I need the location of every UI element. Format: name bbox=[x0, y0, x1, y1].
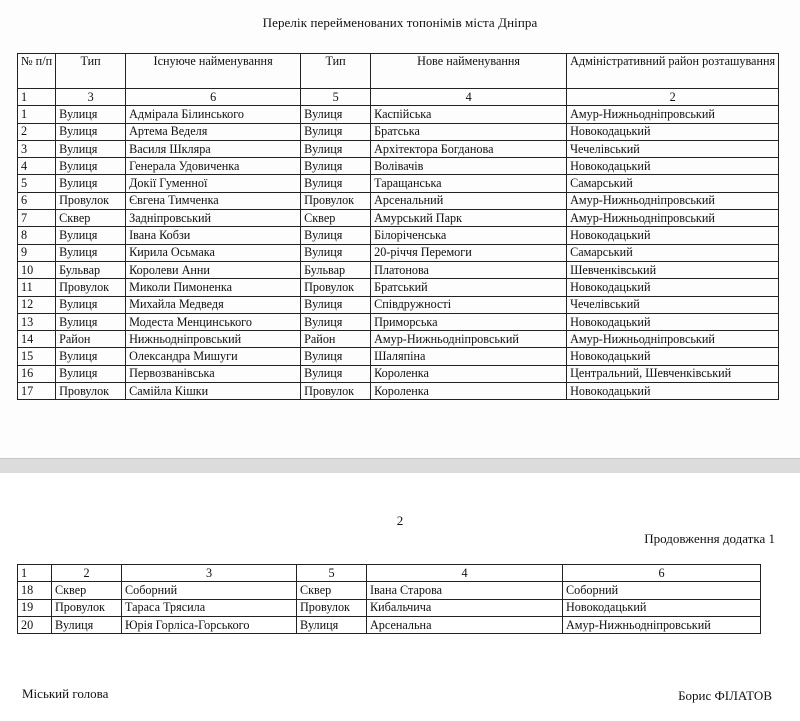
column-index: 1 bbox=[18, 565, 52, 582]
continuation-label: Продовження додатка 1 bbox=[644, 531, 775, 546]
table-row bbox=[18, 582, 761, 599]
district-cell: Шевченківський bbox=[567, 261, 779, 278]
district-cell: Соборний bbox=[563, 582, 761, 599]
table-row bbox=[18, 348, 779, 365]
new-name-cell: Арсенальний bbox=[371, 192, 567, 209]
new-type-cell: Вулиця bbox=[301, 123, 371, 140]
column-index: 4 bbox=[371, 89, 567, 106]
new-name-cell: Білоріченська bbox=[371, 227, 567, 244]
new-name-cell: Короленка bbox=[371, 383, 567, 400]
old-type-cell: Провулок bbox=[52, 599, 122, 616]
old-type-cell: Вулиця bbox=[56, 313, 126, 330]
header-type-old: Тип bbox=[56, 54, 126, 89]
old-type-cell: Вулиця bbox=[56, 365, 126, 382]
existing-name-cell: Генерала Удовиченка bbox=[126, 158, 301, 175]
new-type-cell: Вулиця bbox=[297, 616, 367, 633]
district-cell: Центральний, Шевченківський bbox=[567, 365, 779, 382]
existing-name-cell: Кирила Осьмака bbox=[126, 244, 301, 261]
table-header-row bbox=[18, 54, 779, 89]
old-type-cell: Провулок bbox=[56, 279, 126, 296]
new-name-cell: Кибальчича bbox=[367, 599, 563, 616]
new-name-cell: 20-річчя Перемоги bbox=[371, 244, 567, 261]
row-number-cell: 6 bbox=[18, 192, 56, 209]
table-row bbox=[18, 296, 779, 313]
district-cell: Новокодацький bbox=[567, 383, 779, 400]
column-index-row bbox=[18, 89, 779, 106]
district-cell: Чечелівський bbox=[567, 140, 779, 157]
page-separator bbox=[0, 458, 800, 474]
existing-name-cell: Михайла Медведя bbox=[126, 296, 301, 313]
new-name-cell: Братська bbox=[371, 123, 567, 140]
row-number-cell: 2 bbox=[18, 123, 56, 140]
table-row bbox=[18, 616, 761, 633]
row-number-cell: 7 bbox=[18, 210, 56, 227]
new-type-cell: Сквер bbox=[301, 210, 371, 227]
table-row bbox=[18, 140, 779, 157]
new-type-cell: Район bbox=[301, 331, 371, 348]
header-new-name: Нове найменування bbox=[371, 54, 567, 89]
old-type-cell: Вулиця bbox=[56, 123, 126, 140]
row-number-cell: 13 bbox=[18, 313, 56, 330]
existing-name-cell: Василя Шкляра bbox=[126, 140, 301, 157]
table-row bbox=[18, 227, 779, 244]
district-cell: Амур-Нижньодніпровський bbox=[567, 210, 779, 227]
new-type-cell: Провулок bbox=[297, 599, 367, 616]
district-cell: Амур-Нижньодніпровський bbox=[567, 192, 779, 209]
district-cell: Новокодацький bbox=[567, 227, 779, 244]
existing-name-cell: Модеста Менцинського bbox=[126, 313, 301, 330]
column-index: 6 bbox=[126, 89, 301, 106]
district-cell: Новокодацький bbox=[567, 313, 779, 330]
old-type-cell: Провулок bbox=[56, 383, 126, 400]
new-name-cell: Співдружності bbox=[371, 296, 567, 313]
existing-name-cell: Нижньодніпровський bbox=[126, 331, 301, 348]
old-type-cell: Вулиця bbox=[52, 616, 122, 633]
existing-name-cell: Тараса Трясила bbox=[122, 599, 297, 616]
column-index-row bbox=[18, 565, 761, 582]
district-cell: Самарський bbox=[567, 175, 779, 192]
district-cell: Амур-Нижньодніпровський bbox=[563, 616, 761, 633]
district-cell: Новокодацький bbox=[567, 123, 779, 140]
district-cell: Новокодацький bbox=[567, 158, 779, 175]
district-cell: Новокодацький bbox=[563, 599, 761, 616]
row-number-cell: 16 bbox=[18, 365, 56, 382]
table-row bbox=[18, 123, 779, 140]
existing-name-cell: Самійла Кішки bbox=[126, 383, 301, 400]
document-page-2 bbox=[0, 473, 800, 721]
new-name-cell: Таращанська bbox=[371, 175, 567, 192]
new-type-cell: Вулиця bbox=[301, 365, 371, 382]
district-cell: Амур-Нижньодніпровський bbox=[567, 106, 779, 123]
new-name-cell: Платонова bbox=[371, 261, 567, 278]
continuation-table-body bbox=[18, 565, 761, 634]
old-type-cell: Вулиця bbox=[56, 296, 126, 313]
header-district: Адміністративний район розташування bbox=[567, 54, 779, 89]
new-type-cell: Вулиця bbox=[301, 313, 371, 330]
table-row bbox=[18, 599, 761, 616]
old-type-cell: Вулиця bbox=[56, 227, 126, 244]
existing-name-cell: Артема Веделя bbox=[126, 123, 301, 140]
new-type-cell: Вулиця bbox=[301, 158, 371, 175]
old-type-cell: Вулиця bbox=[56, 175, 126, 192]
new-name-cell: Арсенальна bbox=[367, 616, 563, 633]
existing-name-cell: Юрія Горліса-Горського bbox=[122, 616, 297, 633]
district-cell: Новокодацький bbox=[567, 348, 779, 365]
row-number-cell: 15 bbox=[18, 348, 56, 365]
table-row bbox=[18, 261, 779, 278]
old-type-cell: Район bbox=[56, 331, 126, 348]
header-existing-name: Існуюче найменування bbox=[126, 54, 301, 89]
row-number-cell: 19 bbox=[18, 599, 52, 616]
table-row bbox=[18, 106, 779, 123]
old-type-cell: Провулок bbox=[56, 192, 126, 209]
district-cell: Новокодацький bbox=[567, 279, 779, 296]
new-name-cell: Івана Старова bbox=[367, 582, 563, 599]
header-number: № п/п bbox=[18, 54, 56, 89]
column-index: 4 bbox=[367, 565, 563, 582]
row-number-cell: 1 bbox=[18, 106, 56, 123]
district-cell: Амур-Нижньодніпровський bbox=[567, 331, 779, 348]
new-type-cell: Сквер bbox=[297, 582, 367, 599]
column-index: 3 bbox=[56, 89, 126, 106]
column-index: 5 bbox=[297, 565, 367, 582]
column-index: 3 bbox=[122, 565, 297, 582]
existing-name-cell: Євгена Тимченка bbox=[126, 192, 301, 209]
column-index: 5 bbox=[301, 89, 371, 106]
table-row bbox=[18, 244, 779, 261]
row-number-cell: 11 bbox=[18, 279, 56, 296]
column-index: 6 bbox=[563, 565, 761, 582]
table-row bbox=[18, 313, 779, 330]
existing-name-cell: Задніпровський bbox=[126, 210, 301, 227]
new-name-cell: Короленка bbox=[371, 365, 567, 382]
existing-name-cell: Миколи Пимоненка bbox=[126, 279, 301, 296]
old-type-cell: Сквер bbox=[56, 210, 126, 227]
table-row bbox=[18, 383, 779, 400]
old-type-cell: Вулиця bbox=[56, 140, 126, 157]
existing-name-cell: Соборний bbox=[122, 582, 297, 599]
toponyms-table bbox=[17, 53, 779, 400]
new-type-cell: Бульвар bbox=[301, 261, 371, 278]
old-type-cell: Сквер bbox=[52, 582, 122, 599]
toponyms-continuation-table bbox=[17, 564, 761, 634]
row-number-cell: 20 bbox=[18, 616, 52, 633]
new-type-cell: Вулиця bbox=[301, 175, 371, 192]
new-name-cell: Амур-Нижньодніпровський bbox=[371, 331, 567, 348]
table-row bbox=[18, 279, 779, 296]
existing-name-cell: Івана Кобзи bbox=[126, 227, 301, 244]
old-type-cell: Вулиця bbox=[56, 244, 126, 261]
existing-name-cell: Королеви Анни bbox=[126, 261, 301, 278]
row-number-cell: 12 bbox=[18, 296, 56, 313]
old-type-cell: Вулиця bbox=[56, 106, 126, 123]
new-type-cell: Провулок bbox=[301, 279, 371, 296]
table-row bbox=[18, 365, 779, 382]
row-number-cell: 4 bbox=[18, 158, 56, 175]
row-number-cell: 18 bbox=[18, 582, 52, 599]
new-type-cell: Вулиця bbox=[301, 227, 371, 244]
old-type-cell: Вулиця bbox=[56, 348, 126, 365]
new-name-cell: Волівачів bbox=[371, 158, 567, 175]
table-row bbox=[18, 175, 779, 192]
new-name-cell: Шаляпіна bbox=[371, 348, 567, 365]
old-type-cell: Бульвар bbox=[56, 261, 126, 278]
row-number-cell: 5 bbox=[18, 175, 56, 192]
column-index: 1 bbox=[18, 89, 56, 106]
row-number-cell: 9 bbox=[18, 244, 56, 261]
page-number: 2 bbox=[396, 513, 404, 528]
existing-name-cell: Олександра Мишуги bbox=[126, 348, 301, 365]
new-type-cell: Провулок bbox=[301, 383, 371, 400]
district-cell: Самарський bbox=[567, 244, 779, 261]
row-number-cell: 3 bbox=[18, 140, 56, 157]
new-name-cell: Приморська bbox=[371, 313, 567, 330]
existing-name-cell: Адмірала Білинського bbox=[126, 106, 301, 123]
new-name-cell: Амурський Парк bbox=[371, 210, 567, 227]
column-index: 2 bbox=[567, 89, 779, 106]
signatory-position: Міський голова bbox=[22, 686, 109, 701]
district-cell: Чечелівський bbox=[567, 296, 779, 313]
row-number-cell: 17 bbox=[18, 383, 56, 400]
new-type-cell: Вулиця bbox=[301, 106, 371, 123]
new-type-cell: Вулиця bbox=[301, 244, 371, 261]
signatory-name: Борис ФІЛАТОВ bbox=[678, 688, 772, 703]
new-type-cell: Вулиця bbox=[301, 296, 371, 313]
new-type-cell: Вулиця bbox=[301, 140, 371, 157]
toponyms-table-body bbox=[18, 54, 779, 400]
row-number-cell: 8 bbox=[18, 227, 56, 244]
new-name-cell: Братський bbox=[371, 279, 567, 296]
row-number-cell: 14 bbox=[18, 331, 56, 348]
row-number-cell: 10 bbox=[18, 261, 56, 278]
table-row bbox=[18, 210, 779, 227]
new-name-cell: Каспійська bbox=[371, 106, 567, 123]
new-name-cell: Архітектора Богданова bbox=[371, 140, 567, 157]
table-row bbox=[18, 158, 779, 175]
old-type-cell: Вулиця bbox=[56, 158, 126, 175]
new-type-cell: Вулиця bbox=[301, 348, 371, 365]
existing-name-cell: Докії Гуменної bbox=[126, 175, 301, 192]
new-type-cell: Провулок bbox=[301, 192, 371, 209]
column-index: 2 bbox=[52, 565, 122, 582]
header-type-new: Тип bbox=[301, 54, 371, 89]
table-row bbox=[18, 192, 779, 209]
table-row bbox=[18, 331, 779, 348]
document-title: Перелік перейменованих топонімів міста Дніпра bbox=[262, 15, 538, 30]
existing-name-cell: Первозванівська bbox=[126, 365, 301, 382]
